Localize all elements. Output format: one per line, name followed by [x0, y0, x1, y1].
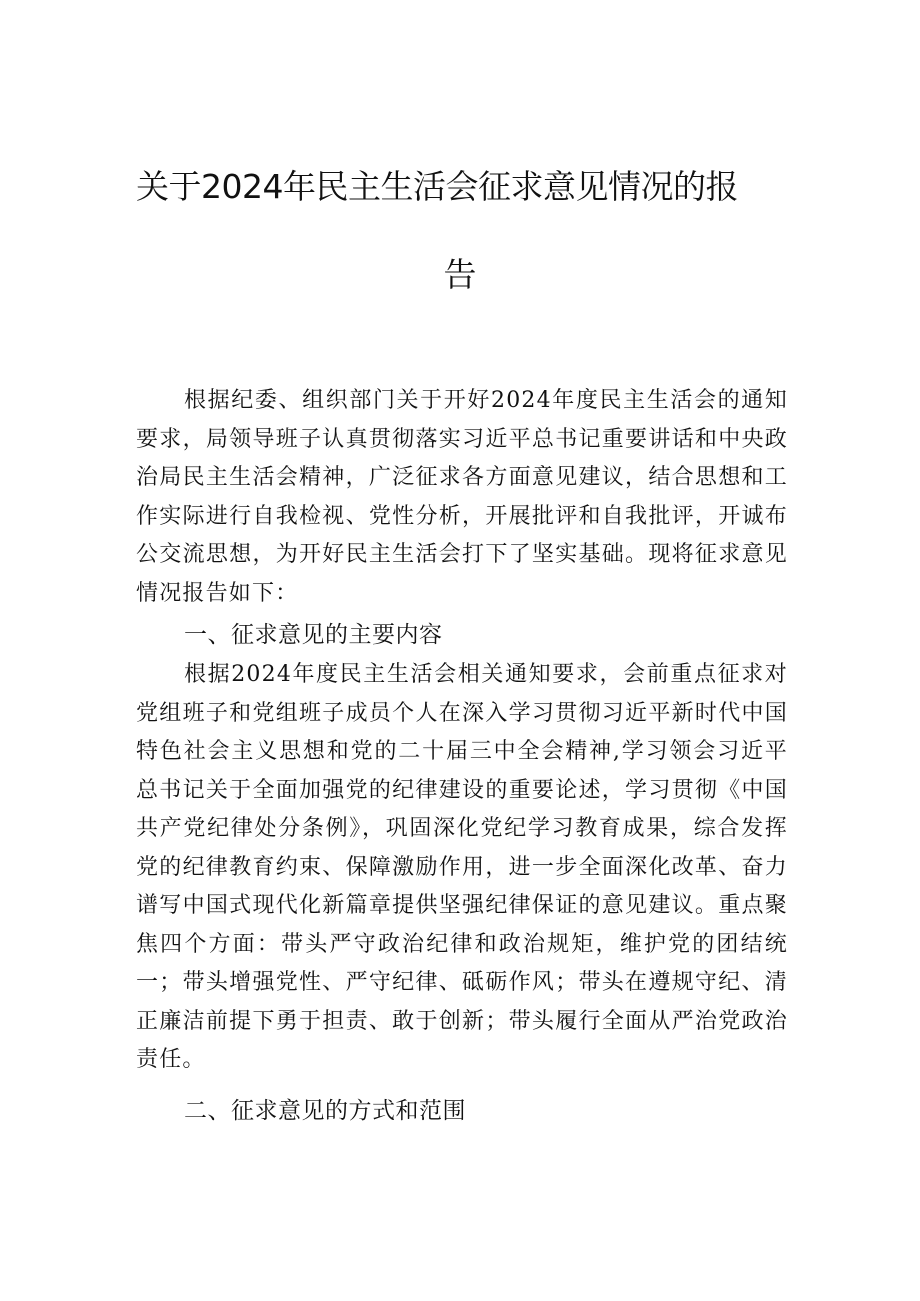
document-title: 关于2024年民主生活会征求意见情况的报 [136, 167, 738, 206]
intro-paragraph: 根据纪委、组织部门关于开好2024年度民主生活会的通知要求，局领导班子认真贯彻落实习近平总书记重要讲话和中央政治局民主生活会精神，广泛征求各方面意见建议，结合思想和工作实际进行自我检视、党性分析，开展批评和自我批评，开诚布公交流思想，为开好民主生活会打下了坚实基础。现将征求意见情况报告如下： [136, 388, 788, 606]
document-title-continuation: 告 [443, 255, 477, 294]
section-1-paragraph: 根据2024年度民主生活会相关通知要求，会前重点征求对党组班子和党组班子成员个人在深入学习贯彻习近平新时代中国特色社会主义思想和党的二十届三中全会精神,学习领会习近平总书记关于全面加强党的纪律建设的重要论述，学习贯彻《中国共产党纪律处分条例》，巩固深化党纪学习教育成果，综合发挥党的纪律教育约束、保障激励作用，进一步全面深化改革、奋力谱写中国式现代化新篇章提供坚强纪律保证的意见建议。重点聚焦四个方面：带头严守政治纪律和政治规矩，维护党的团结统一；带头增强党性、严守纪律、砥砺作风；带头在遵规守纪、清正廉洁前提下勇于担责、敢于创新；带头履行全面从严治党政治责任。 [136, 662, 788, 1072]
section-heading-2: 二、征求意见的方式和范围 [184, 1097, 466, 1124]
document-body [136, 382, 788, 1132]
section-heading-1: 一、征求意见的主要内容 [184, 622, 443, 648]
